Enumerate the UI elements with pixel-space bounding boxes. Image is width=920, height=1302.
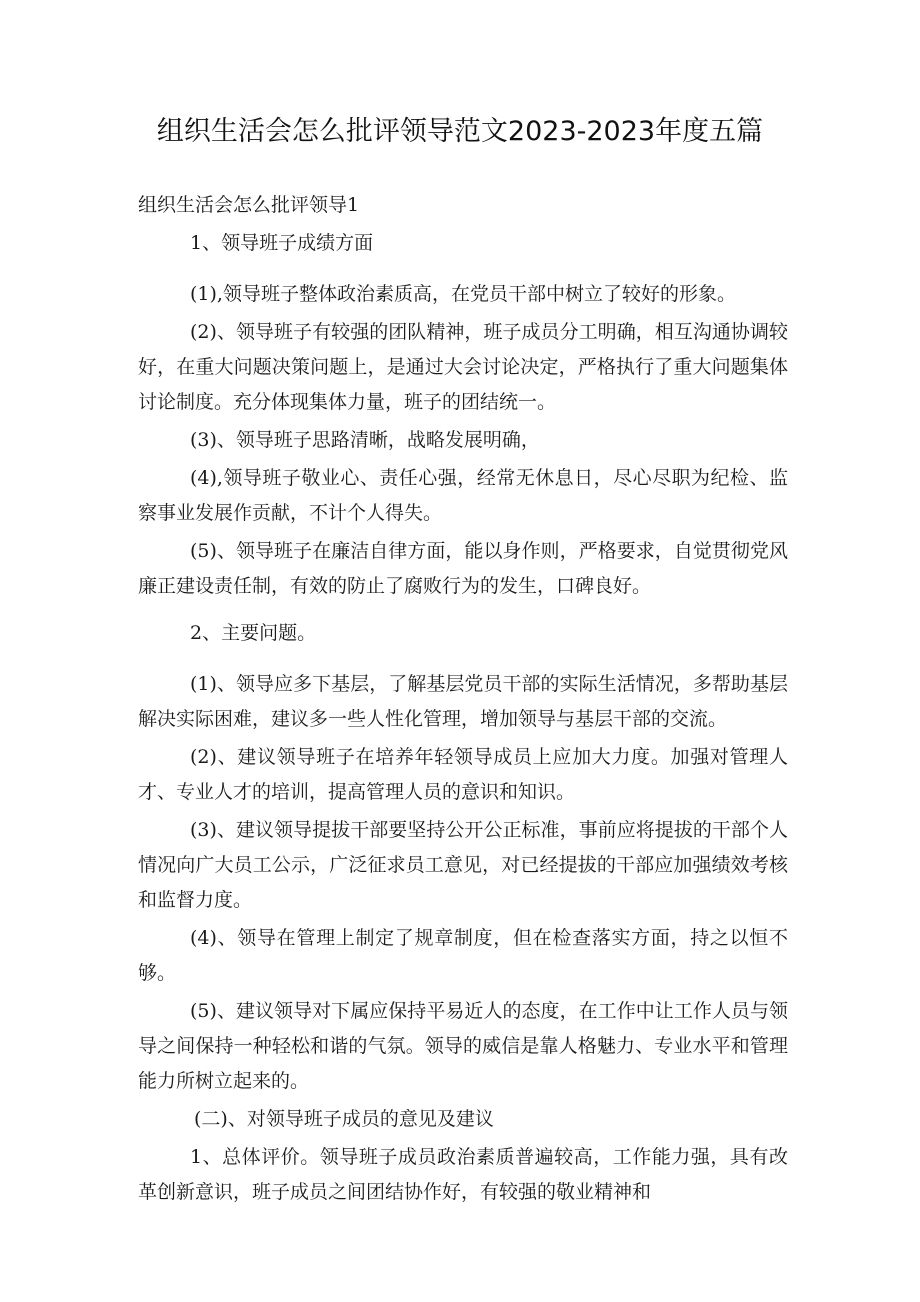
paragraph: (2)、建议领导班子在培养年轻领导成员上应加大力度。加强对管理人才、专业人才的培训，提高管理人员的意识和知识。 xyxy=(138,746,788,803)
paragraph: 1、总体评价。领导班子成员政治素质普遍较高，工作能力强，具有改革创新意识，班子成员之间团结协作好，有较强的敬业精神和 xyxy=(138,1146,788,1203)
subheading-problems: 2、主要问题。 xyxy=(190,622,317,644)
subheading-member-opinions: (二)、对领导班子成员的意见及建议 xyxy=(194,1108,494,1130)
document-body xyxy=(138,188,788,1210)
paragraph: (2)、领导班子有较强的团队精神，班子成员分工明确，相互沟通协调较好，在重大问题决策问题上，是通过大会讨论决定，严格执行了重大问题集体讨论制度。充分体现集体力量，班子的团结统一。 xyxy=(138,321,788,413)
paragraph: (5)、领导班子在廉洁自律方面，能以身作则，严格要求，自觉贯彻党风廉正建设责任制，有效的防止了腐败行为的发生，口碑良好。 xyxy=(138,540,788,597)
paragraph: (3)、建议领导提拔干部要坚持公开公正标准，事前应将提拔的干部个人情况向广大员工公示，广泛征求员工意见，对已经提拔的干部应加强绩效考核和监督力度。 xyxy=(138,819,788,911)
paragraph: (4),领导班子敬业心、责任心强，经常无休息日，尽心尽职为纪检、监察事业发展作贡献，不计个人得失。 xyxy=(138,467,788,524)
paragraph: (1),领导班子整体政治素质高，在党员干部中树立了较好的形象。 xyxy=(190,283,736,305)
section-heading: 组织生活会怎么批评领导1 xyxy=(138,194,360,216)
paragraph: (1)、领导应多下基层，了解基层党员干部的实际生活情况，多帮助基层解决实际困难，建议多一些人性化管理，增加领导与基层干部的交流。 xyxy=(138,673,788,730)
document-title: 组织生活会怎么批评领导范文2023-2023年度五篇 xyxy=(156,116,764,147)
paragraph: (5)、建议领导对下属应保持平易近人的态度，在工作中让工作人员与领导之间保持一种轻松和谐的气氛。领导的威信是靠人格魅力、专业水平和管理能力所树立起来的。 xyxy=(138,1000,788,1092)
paragraph: (3)、领导班子思路清晰，战略发展明确， xyxy=(190,429,540,451)
subheading-achievements: 1、领导班子成绩方面 xyxy=(190,232,374,254)
paragraph: (4)、领导在管理上制定了规章制度，但在检查落实方面，持之以恒不够。 xyxy=(138,927,788,984)
